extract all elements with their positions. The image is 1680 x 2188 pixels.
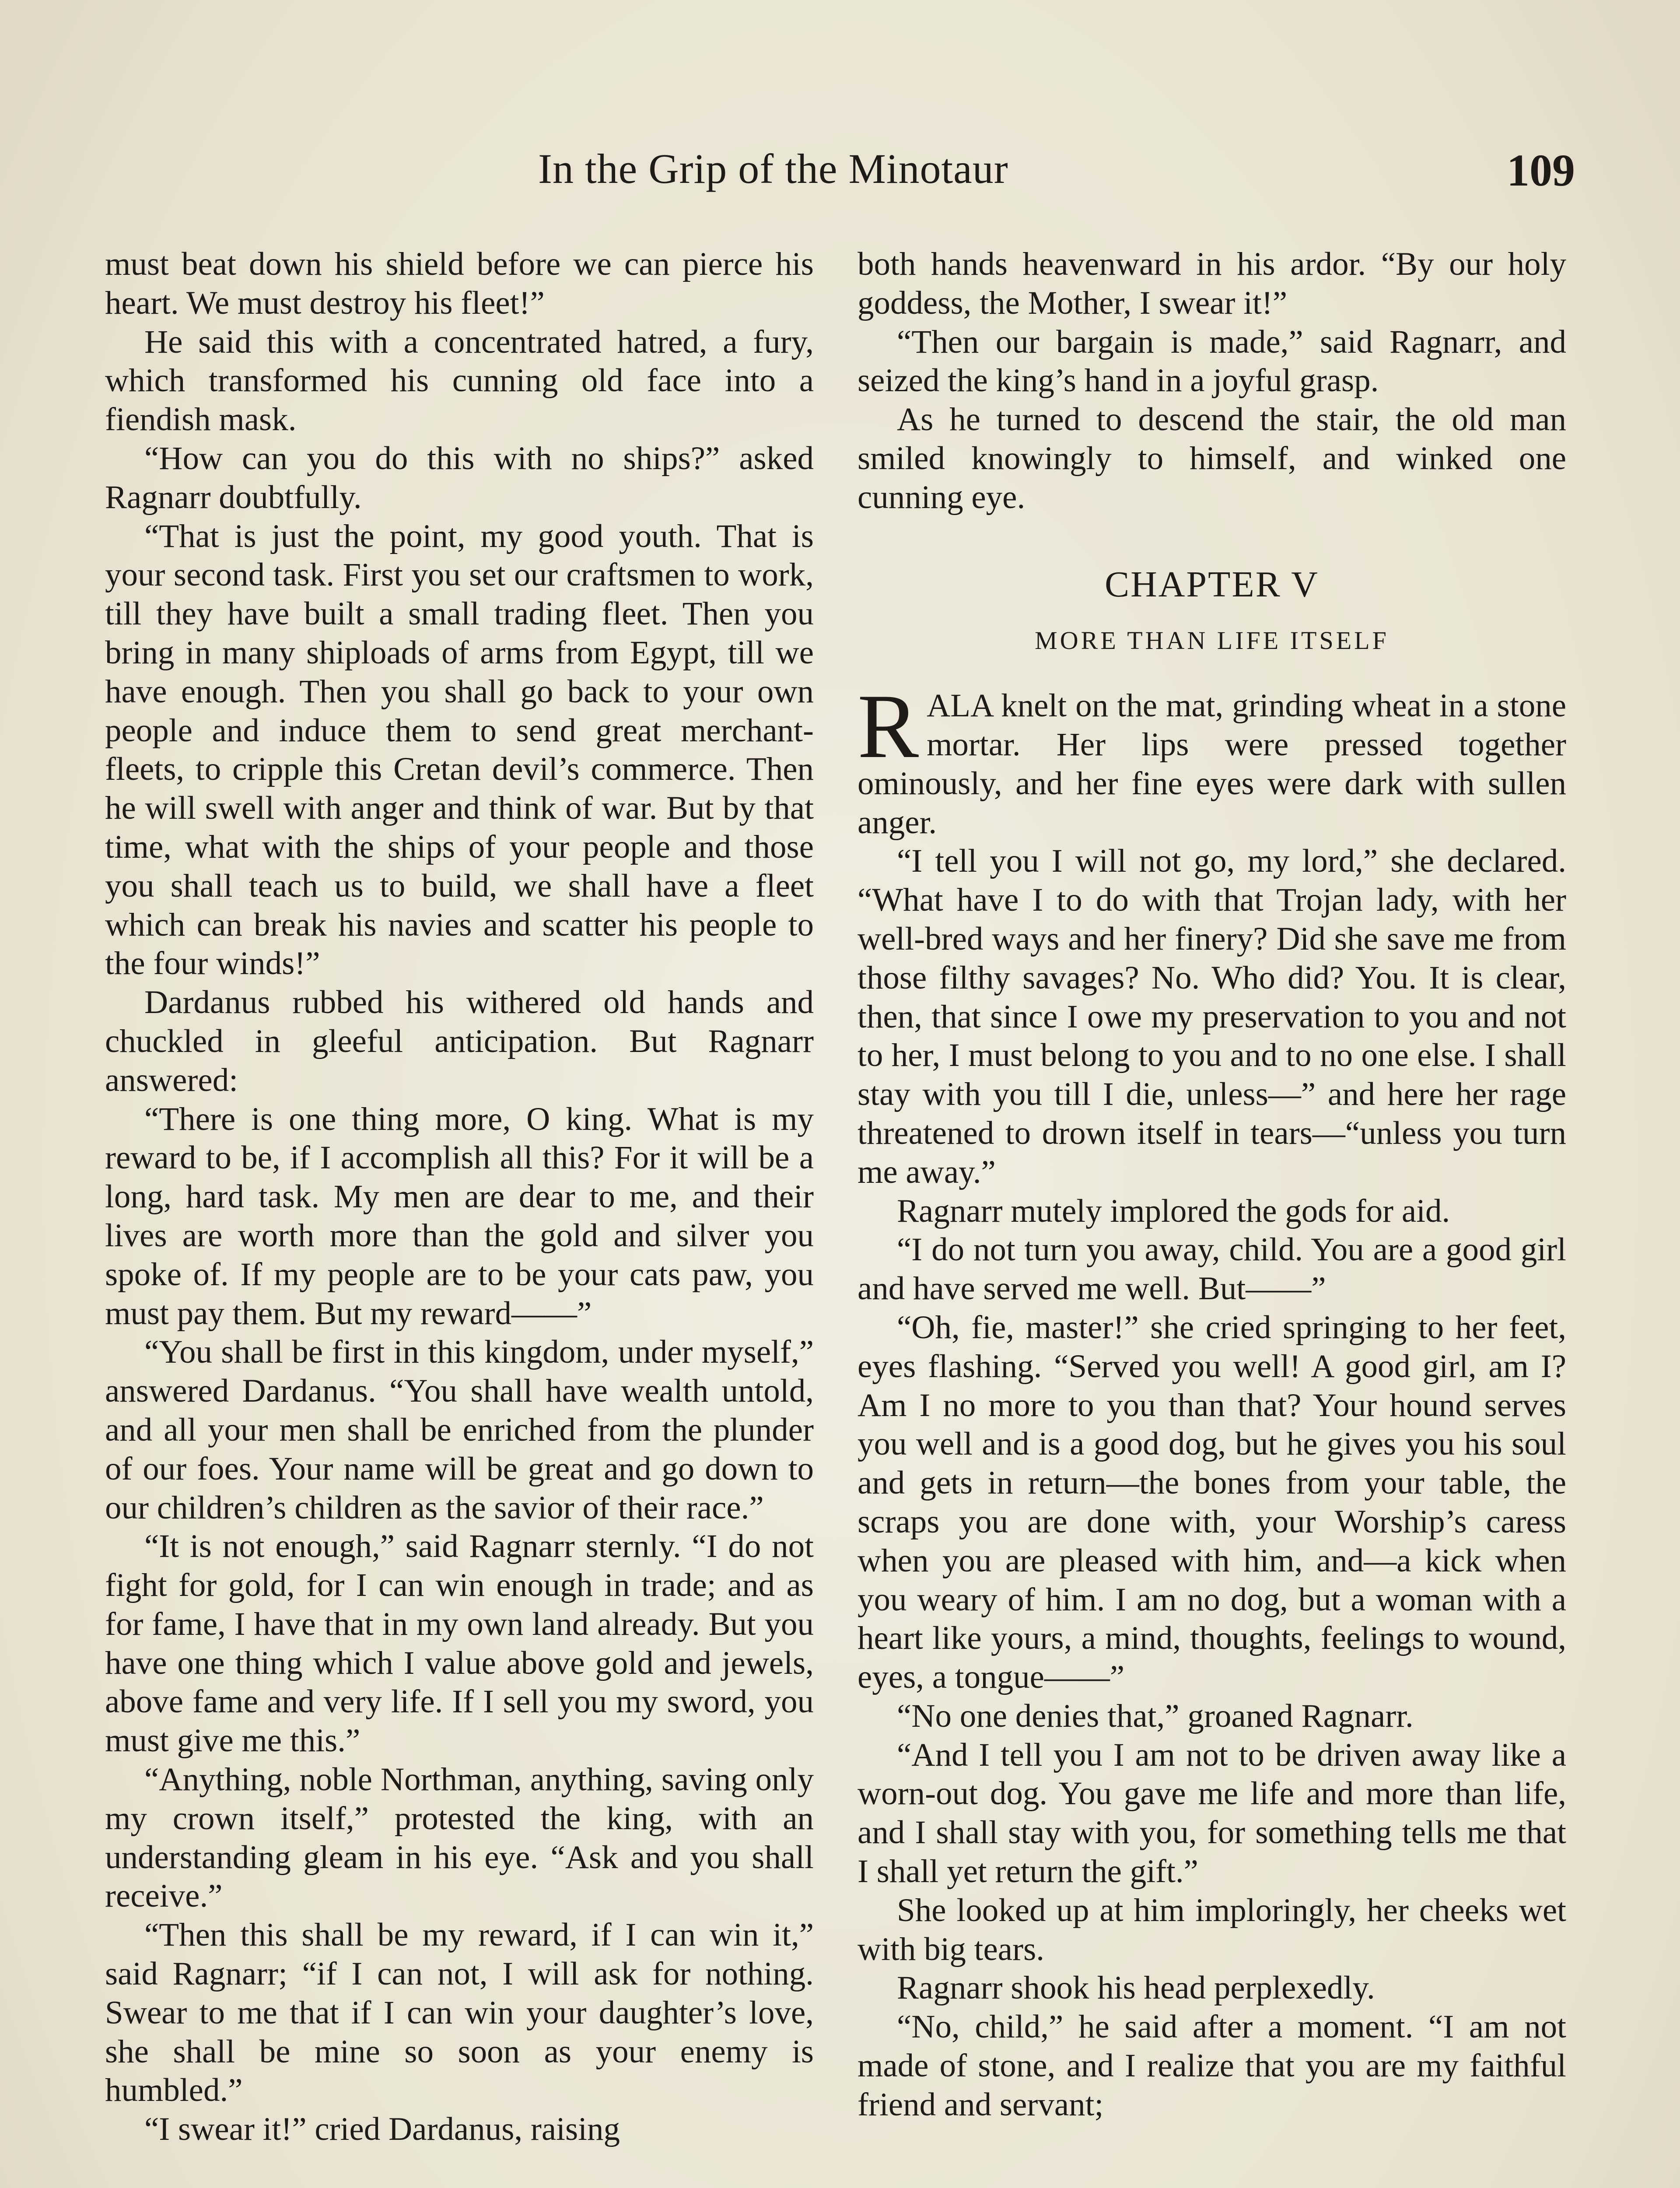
paragraph: As he turned to descend the stair, the old man smiled knowingly to himself, and winked one cunning eye. [858,401,1566,515]
paragraph: Dardanus rubbed his withered old hands and chuckled in gleeful anticipation. But Ragnarr answered: [105,984,814,1098]
paragraph: “That is just the point, my good youth. That is your second task. First you set our craftsmen to work, till they have built a small trading fleet. Then you bring in many shiploads of arms from Egypt, till we have enough. Then you shall go back to your own people and induce them to send great merchant-fleets, to cripple this Cretan devil’s commerce. Then he will swell with anger and think of war. But by that time, what with the ships of your people and those you shall teach us to build, we shall have a fleet which can break his navies and scatter his people to the four winds!” [105,518,814,982]
paragraph: “Then our bargain is made,” said Ragnarr, and seized the king’s hand in a joyful grasp. [858,323,1566,399]
page-number: 109 [1507,145,1575,196]
running-title: In the Grip of the Minotaur [538,145,1008,192]
paragraph: “You shall be first in this kingdom, under myself,” answered Dardanus. “You shall have wealth untold, and all your men shall be enriched from the plunder of our foes. Your name will be great and go down to our children’s children as the savior of their race.” [105,1334,814,1526]
chapter-opening-text: ALA knelt on the mat, grinding wheat in a stone mortar. Her lips were pressed together ominously, and her fine eyes were dark with sullen anger. [858,687,1566,841]
paragraph: both hands heavenward in his ardor. “By our holy goddess, the Mother, I swear it!” [858,246,1566,321]
paragraph: “And I tell you I am not to be driven away like a worn-out dog. You gave me life and more than life, and I shall stay with you, for something tells me that I shall yet return the gift.” [858,1736,1566,1890]
drop-cap: R [858,676,919,778]
paragraph: He said this with a concentrated hatred, a fury, which transformed his cunning old face into a fiendish mask. [105,323,814,438]
paragraph: “No one denies that,” groaned Ragnarr. [897,1697,1414,1734]
paragraph: “I tell you I will not go, my lord,” she declared. “What have I to do with that Trojan lady, with her well-bred ways and her finery? Did she save me from those filthy savages? No. Who did? You. It is clear, then, that since I owe my preservation to you and not to her, I must belong to you and to no one else. I shall stay with you till I die, unless—” and here her rage threatened to drown itself in tears—“unless you turn me away.” [858,843,1566,1190]
left-column [105,245,814,2149]
chapter-subtitle: MORE THAN LIFE ITSELF [1035,626,1389,655]
paragraph: “Anything, noble Northman, anything, saving only my crown itself,” protested the king, with an understanding gleam in his eye. “Ask and you shall receive.” [105,1761,814,1914]
chapter-title: CHAPTER V [1105,564,1319,605]
paragraph: “I swear it!” cried Dardanus, raising [144,2111,620,2148]
paragraph: “I do not turn you away, child. You are a good girl and have served me well. But——” [858,1231,1566,1307]
paragraph: “Oh, fie, master!” she cried springing to her feet, eyes flashing. “Served you well! A good girl, am I? Am I no more to you than that? Your hound serves you well and is a good dog, but he gives you his soul and gets in return—the bones from your table, the scraps you are done with, your Worship’s caress when you are pleased with him, and—a kick when you weary of him. I am no dog, but a woman with a heart like yours, a mind, thoughts, feelings to wound, eyes, a tongue——” [858,1309,1566,1696]
paragraph: “It is not enough,” said Ragnarr sternly. “I do not fight for gold, for I can win enough in trade; and as for fame, I have that in my own land already. But you have one thing which I value above gold and jewels, above fame and very life. If I sell you my sword, you must give me this.” [105,1528,814,1759]
chapter-opening-paragraph [858,676,1566,842]
paragraph: Ragnarr shook his head perplexedly. [897,1970,1375,2006]
paragraph: Ragnarr mutely implored the gods for aid. [897,1192,1450,1229]
paragraph: “No, child,” he said after a moment. “I am not made of stone, and I realize that you are my faithful friend and servant; [858,2009,1566,2123]
paragraph: “Then this shall be my reward, if I can win it,” said Ragnarr; “if I can not, I will ask for nothing. Swear to me that if I can win your daughter’s love, she shall be mine so soon as your enemy is humbled.” [105,1917,814,2109]
right-column [858,245,1566,2125]
paragraph: “How can you do this with no ships?” asked Ragnarr doubtfully. [105,440,814,515]
paragraph: “There is one thing more, O king. What is my reward to be, if I accomplish all this? For it will be a long, hard task. My men are dear to me, and their lives are worth more than the gold and silver you spoke of. If my people are to be your cats paw, you must pay them. But my reward——” [105,1101,814,1332]
paragraph: must beat down his shield before we can pierce his heart. We must destroy his fleet!” [105,246,814,321]
paragraph: She looked up at him imploringly, her cheeks wet with big tears. [858,1892,1566,1967]
